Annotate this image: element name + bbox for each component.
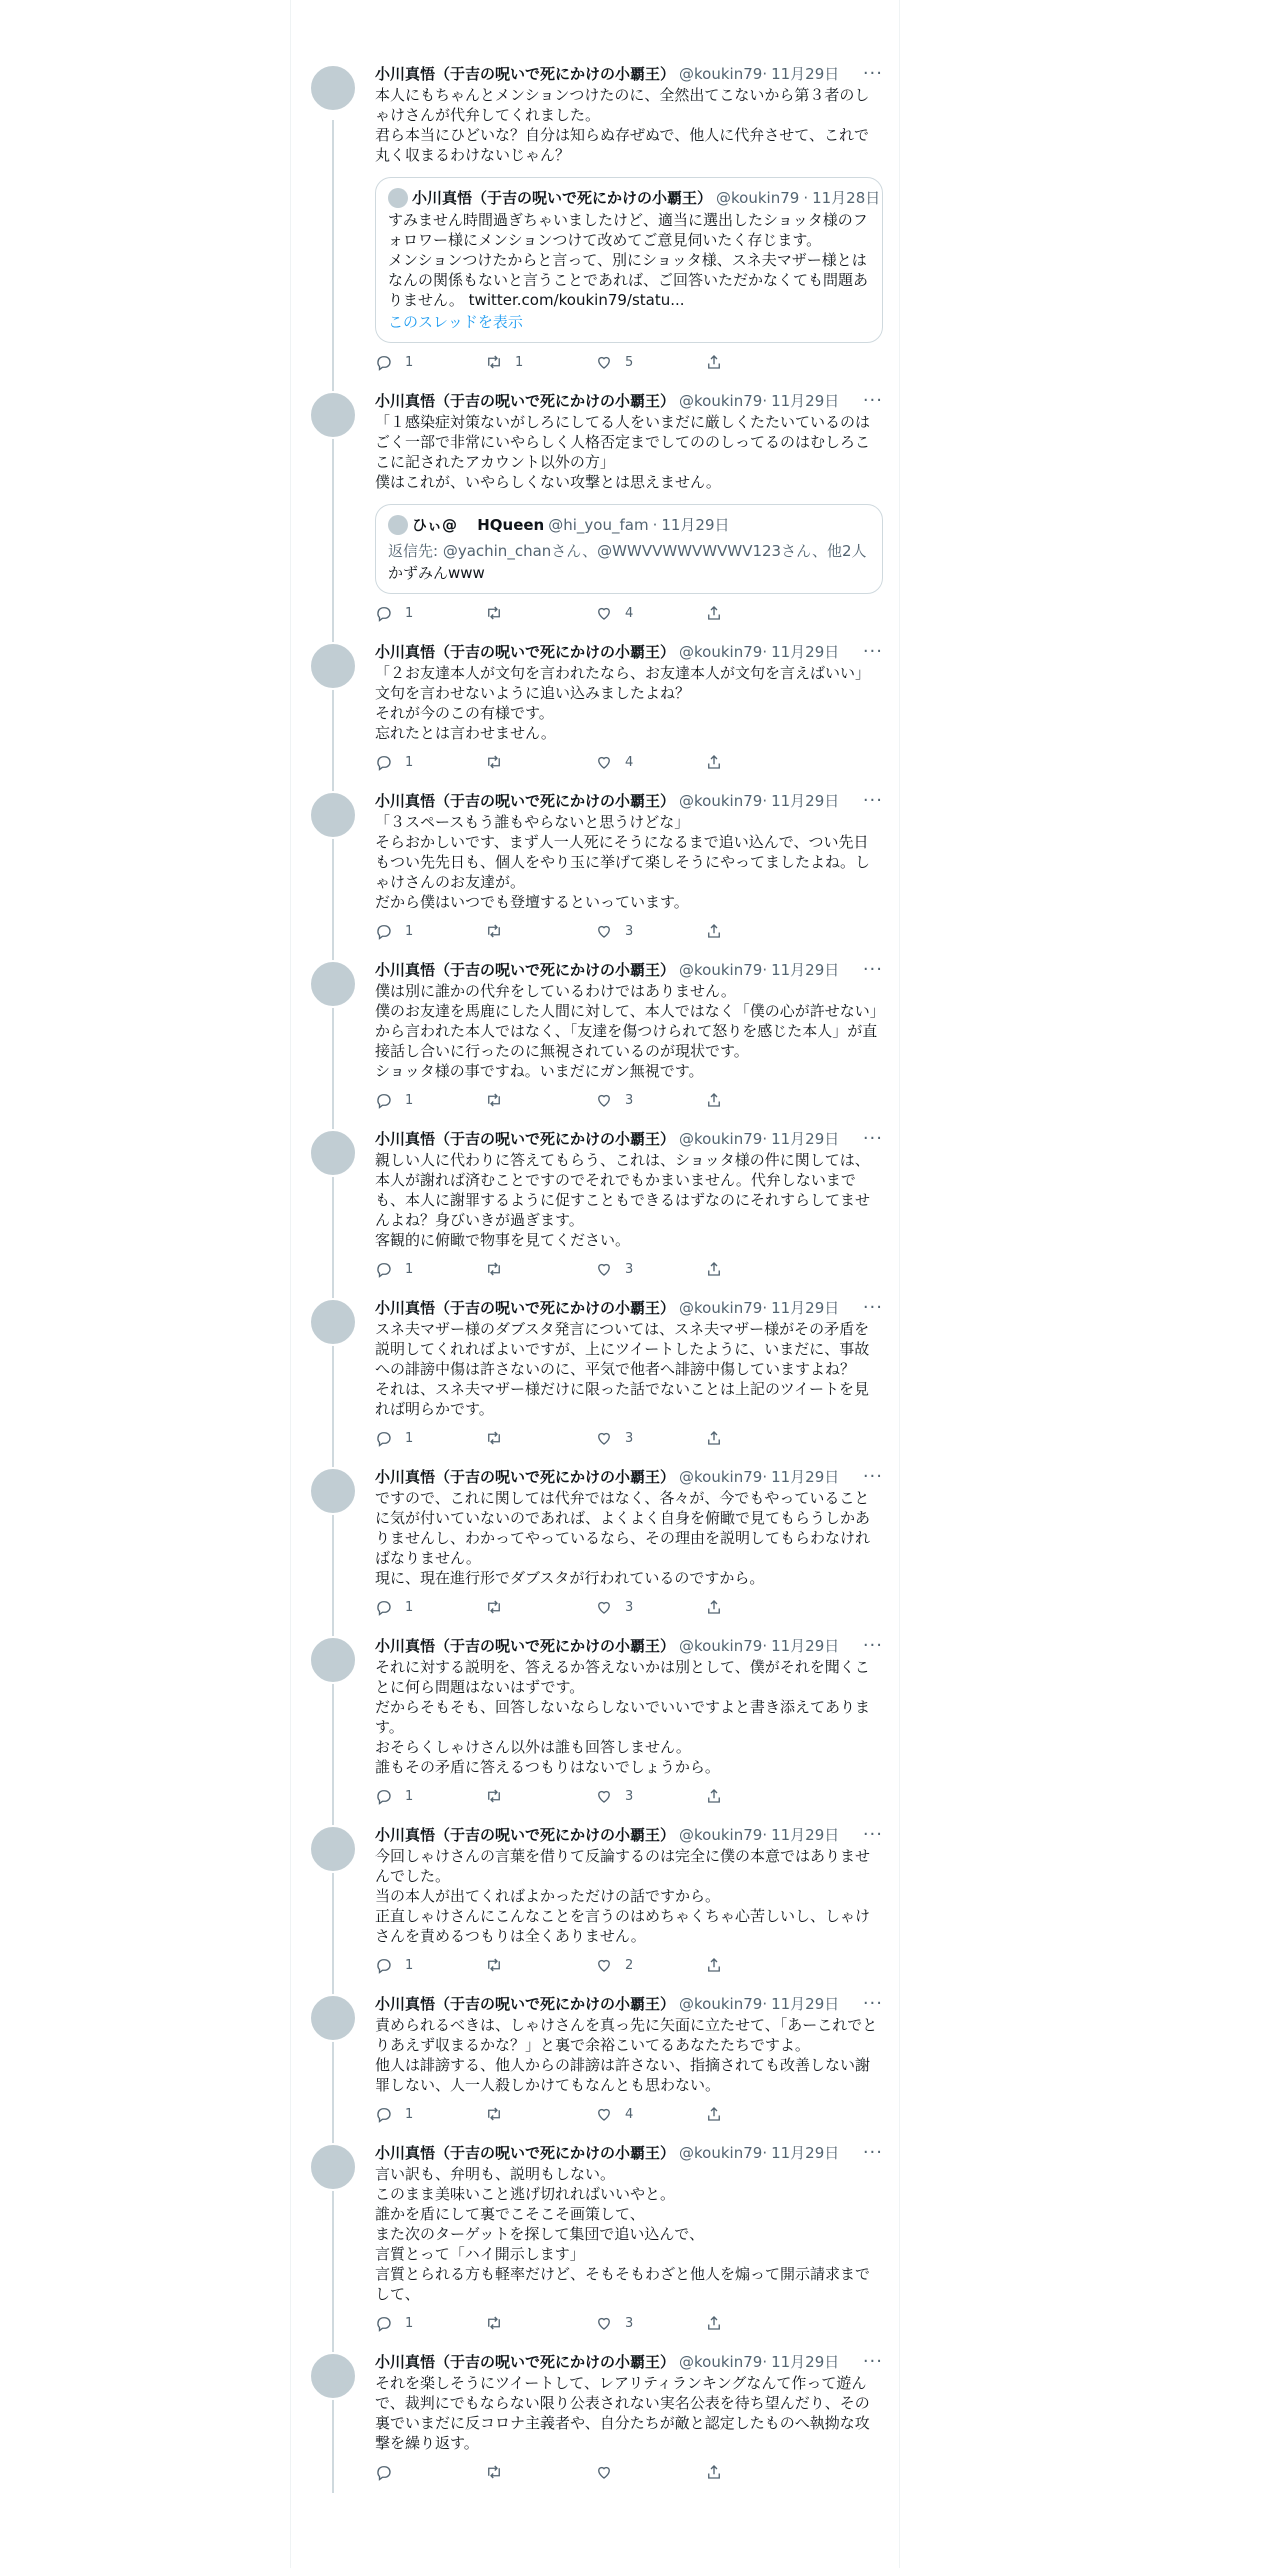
share-button[interactable] [705,1091,805,1109]
share-icon [705,353,723,371]
retweet-button[interactable] [485,353,585,371]
avatar[interactable] [309,2143,357,2191]
share-button[interactable] [705,2463,805,2481]
retweet-icon [485,604,503,622]
dot-separator: · [803,189,809,207]
heart-icon [595,1260,613,1278]
reply-icon [375,1598,393,1616]
reply-icon [375,1091,393,1109]
tweet-header [375,1636,883,1656]
author-name[interactable]: 小川真悟（于吉の呪いで死にかけの小覇王） [375,1130,676,1148]
quoted-avatar [388,515,408,535]
author-handle[interactable]: @koukin79 [679,1130,763,1148]
author-handle[interactable]: @koukin79 [679,1637,763,1655]
share-button[interactable] [705,753,805,771]
retweet-button[interactable] [485,1598,585,1616]
heart-icon [595,1598,613,1616]
reply-icon [375,2463,393,2481]
tweet-header [375,1129,883,1149]
tweet-text: 親しい人に代わりに答えてもらう、これは、ショッタ様の件に関しては、本人が謝れば済むことですのでそれでもかまいません。代弁しないまでも、本人に謝罪するように促すこともできるはずなのにそれすらしてませんよね？身びいきが過ぎます。 客観的に俯瞰で物事を見てください。 [375,1151,871,1249]
retweet-icon [485,1091,503,1109]
like-count: 3 [625,1599,634,1615]
avatar[interactable] [309,1298,357,1346]
reply-icon [375,922,393,940]
author-handle[interactable]: @koukin79 [679,643,763,661]
share-button[interactable] [705,353,805,371]
reply-button[interactable] [375,1260,475,1278]
like-button[interactable] [595,604,695,622]
heart-icon [595,922,613,940]
retweet-icon [485,1429,503,1447]
heart-icon [595,1091,613,1109]
like-count: 3 [625,1788,634,1804]
tweet[interactable] [291,1986,899,2135]
reply-icon [375,1429,393,1447]
dot-separator: · [762,1130,768,1148]
reply-count: 1 [405,2315,414,2331]
timestamp[interactable]: 11月29日 [771,2353,840,2371]
tweet-header [375,960,883,980]
like-button[interactable] [595,1598,695,1616]
author-name[interactable]: 小川真悟（于吉の呪いで死にかけの小覇王） [375,1637,676,1655]
dot-separator: · [762,1637,768,1655]
more-icon[interactable]: ··· [862,1824,883,1845]
more-icon[interactable]: ··· [862,2351,883,2372]
share-icon [705,1956,723,1974]
retweet-button[interactable] [485,922,585,940]
reply-count: 1 [405,354,414,370]
dot-separator: · [762,2353,768,2371]
reply-icon [375,2314,393,2332]
like-button[interactable] [595,2105,695,2123]
dot-separator: · [762,2144,768,2162]
share-button[interactable] [705,922,805,940]
tweet-text: 僕は別に誰かの代弁をしているわけではありません。 僕のお友達を馬鹿にした人間に対して、本人ではなく「僕の心が許せない」から言われた本人ではなく、「友達を傷つけられて怒りを感じた本人」が直接話し合いに行ったのに無視されているのが現状です。 ショッタ様の事ですね。いまだにガン無視です。 [375,982,878,1080]
heart-icon [595,1429,613,1447]
heart-icon [595,1956,613,1974]
more-icon[interactable]: ··· [862,2142,883,2163]
action-bar [375,2314,805,2332]
quoted-reply-to: 返信先: @yachin_chanさん、@WWVVWWVWVWV123さん、他2人 [388,542,867,560]
share-icon [705,1787,723,1805]
tweet[interactable] [291,1817,899,1986]
author-handle[interactable]: @koukin79 [679,2144,763,2162]
avatar[interactable] [309,1636,357,1684]
reply-button[interactable] [375,1598,475,1616]
tweet-header [375,64,883,84]
share-icon [705,2105,723,2123]
dot-separator: · [762,1468,768,1486]
author-name[interactable]: 小川真悟（于吉の呪いで死にかけの小覇王） [375,65,676,83]
quoted-tweet[interactable] [375,504,883,594]
more-icon[interactable]: ··· [862,1128,883,1149]
author-handle[interactable]: @koukin79 [679,1299,763,1317]
avatar[interactable] [309,960,357,1008]
tweet-header [375,2352,883,2372]
action-bar [375,604,805,622]
author-handle[interactable]: @koukin79 [679,1826,763,1844]
quoted-text: すみません時間過ぎちゃいましたけど、適当に選出したショッタ様のフォロワー様にメンションつけて改めてご意見伺いたく存じます。 メンションつけたからと言って、別にショッタ様、スネ夫マザー様とはなんの関係もないと言うことであれば、ご回答いただかなくても問題ありません。 twitter.com/koukin79/statu... [388,211,869,309]
retweet-count: 1 [515,354,524,370]
like-button[interactable] [595,1260,695,1278]
like-count: 3 [625,923,634,939]
author-handle[interactable]: @koukin79 [679,792,763,810]
timestamp[interactable]: 11月29日 [771,792,840,810]
action-bar [375,353,805,371]
tweet-header [375,1825,883,1845]
reply-count: 1 [405,1788,414,1804]
like-count: 5 [625,354,634,370]
quoted-author-name: ひぃ@ HQueen [412,516,545,534]
like-button[interactable] [595,1956,695,1974]
reply-count: 1 [405,1430,414,1446]
like-count: 4 [625,605,634,621]
author-name[interactable]: 小川真悟（于吉の呪いで死にかけの小覇王） [375,1468,676,1486]
tweet-header [375,1994,883,2014]
quoted-author-name: 小川真悟（于吉の呪いで死にかけの小覇王） [412,189,713,207]
like-count: 3 [625,1261,634,1277]
dot-separator: · [762,1299,768,1317]
avatar[interactable] [309,1825,357,1873]
tweet-text: 「２お友達本人が文句を言われたなら、お友達本人が文句を言えばいい」 文句を言わせないように追い込みましたよね？ それが今のこの有様です。 忘れたとは言わせません。 [375,664,871,742]
like-button[interactable] [595,2463,695,2481]
retweet-button[interactable] [485,2105,585,2123]
reply-button[interactable] [375,2105,475,2123]
share-button[interactable] [705,1598,805,1616]
reply-button[interactable] [375,604,475,622]
like-button[interactable] [595,753,695,771]
retweet-button[interactable] [485,753,585,771]
retweet-button[interactable] [485,2463,585,2481]
tweet[interactable] [291,1628,899,1817]
author-handle[interactable]: @koukin79 [679,2353,763,2371]
action-bar [375,753,805,771]
share-icon [705,753,723,771]
tweet-header [375,1467,883,1487]
quoted-text: かずみんwww [388,564,485,582]
action-bar [375,1598,805,1616]
share-icon [705,1598,723,1616]
retweet-button[interactable] [485,1429,585,1447]
tweet[interactable] [291,783,899,952]
show-thread-link[interactable]: このスレッドを表示 [388,313,523,331]
timestamp[interactable]: 11月29日 [771,643,840,661]
action-bar [375,1429,805,1447]
like-count: 2 [625,1957,634,1973]
dot-separator: · [762,392,768,410]
tweet-text: スネ夫マザー様のダブスタ発言については、スネ夫マザー様がその矛盾を説明してくれればよいですが、上にツイートしたように、いまだに、事故への誹謗中傷は許さないのに、平気で他者へ誹謗中傷していますよね？ それは、スネ夫マザー様だけに限った話でないことは上記のツイートを見れば明らかです。 [375,1320,870,1418]
dot-separator: · [652,516,658,534]
tweet[interactable] [291,56,899,383]
heart-icon [595,2463,613,2481]
tweet[interactable] [291,1459,899,1628]
share-button[interactable] [705,2105,805,2123]
reply-icon [375,1956,393,1974]
reply-count: 1 [405,923,414,939]
author-name[interactable]: 小川真悟（于吉の呪いで死にかけの小覇王） [375,2144,676,2162]
more-icon[interactable]: ··· [862,63,883,84]
tweet[interactable] [291,2344,899,2493]
retweet-icon [485,353,503,371]
reply-count: 1 [405,2106,414,2122]
more-icon[interactable]: ··· [862,959,883,980]
share-button[interactable] [705,1429,805,1447]
reply-icon [375,1787,393,1805]
timestamp[interactable]: 11月29日 [771,392,840,410]
action-bar [375,2105,805,2123]
share-icon [705,604,723,622]
avatar[interactable] [309,1467,357,1515]
share-icon [705,1429,723,1447]
reply-count: 1 [405,754,414,770]
action-bar [375,1091,805,1109]
share-icon [705,1260,723,1278]
author-handle[interactable]: @koukin79 [679,392,763,410]
author-handle[interactable]: @koukin79 [679,1995,763,2013]
avatar[interactable] [309,791,357,839]
share-icon [705,2314,723,2332]
reply-icon [375,353,393,371]
like-count: 3 [625,1092,634,1108]
quoted-header [388,188,881,208]
retweet-button[interactable] [485,1956,585,1974]
reply-button[interactable] [375,2463,475,2481]
like-button[interactable] [595,1429,695,1447]
like-count: 4 [625,754,634,770]
author-handle[interactable]: @koukin79 [679,1468,763,1486]
tweet[interactable] [291,634,899,783]
heart-icon [595,604,613,622]
like-button[interactable] [595,1787,695,1805]
tweet[interactable] [291,1290,899,1459]
more-icon[interactable]: ··· [862,1297,883,1318]
quoted-header [388,515,870,535]
avatar[interactable] [309,2352,357,2400]
reply-button[interactable] [375,1787,475,1805]
more-icon[interactable]: ··· [862,1466,883,1487]
retweet-icon [485,2105,503,2123]
quoted-tweet[interactable] [375,177,883,343]
tweet-text: 「１感染症対策ないがしろにしてる人をいまだに厳しくたたいているのはごく一部で非常にいやらしく人格否定までしてののしってるのはむしろここに記されたアカウント以外の方」 僕はこれが、いやらしくない攻撃とは思えません。 [375,413,871,491]
dot-separator: · [762,65,768,83]
retweet-icon [485,2314,503,2332]
author-name[interactable]: 小川真悟（于吉の呪いで死にかけの小覇王） [375,1826,676,1844]
timestamp[interactable]: 11月29日 [771,65,840,83]
retweet-icon [485,1598,503,1616]
heart-icon [595,753,613,771]
timestamp[interactable]: 11月29日 [771,1130,840,1148]
tweet-text: 本人にもちゃんとメンションつけたのに、全然出てこないから第３者のしゃけさんが代弁してくれました。 君ら本当にひどいな？自分は知らぬ存ぜぬで、他人に代弁させて、これで丸く収まるわけないじゃん？ [375,86,870,164]
avatar[interactable] [309,391,357,439]
author-name[interactable]: 小川真悟（于吉の呪いで死にかけの小覇王） [375,792,676,810]
action-bar [375,1260,805,1278]
heart-icon [595,2314,613,2332]
tweet-text: 今回しゃけさんの言葉を借りて反論するのは完全に僕の本意ではありませんでした。 当の本人が出てくればよかっただけの話ですから。 正直しゃけさんにこんなことを言うのはめちゃくちゃ心苦しいし、しゃけさんを責めるつもりは全くありません。 [375,1847,871,1945]
like-button[interactable] [595,922,695,940]
timestamp[interactable]: 11月29日 [771,1468,840,1486]
share-button[interactable] [705,2314,805,2332]
author-name[interactable]: 小川真悟（于吉の呪いで死にかけの小覇王） [375,1299,676,1317]
more-icon[interactable]: ··· [862,390,883,411]
heart-icon [595,2105,613,2123]
action-bar [375,922,805,940]
action-bar [375,2463,805,2481]
retweet-icon [485,2463,503,2481]
dot-separator: · [762,1995,768,2013]
tweet[interactable] [291,2135,899,2344]
reply-count: 1 [405,1599,414,1615]
avatar[interactable] [309,1129,357,1177]
reply-count: 1 [405,1092,414,1108]
avatar[interactable] [309,1994,357,2042]
retweet-button[interactable] [485,1787,585,1805]
timestamp[interactable]: 11月29日 [771,1637,840,1655]
reply-button[interactable] [375,753,475,771]
reply-count: 1 [405,605,414,621]
retweet-icon [485,1260,503,1278]
avatar[interactable] [309,64,357,112]
avatar[interactable] [309,642,357,690]
like-count: 4 [625,2106,634,2122]
reply-icon [375,2105,393,2123]
action-bar [375,1787,805,1805]
reply-button[interactable] [375,2314,475,2332]
dot-separator: · [762,1826,768,1844]
more-icon[interactable]: ··· [862,641,883,662]
more-icon[interactable]: ··· [862,790,883,811]
author-name[interactable]: 小川真悟（于吉の呪いで死にかけの小覇王） [375,1995,676,2013]
share-icon [705,1091,723,1109]
retweet-icon [485,753,503,771]
author-name[interactable]: 小川真悟（于吉の呪いで死にかけの小覇王） [375,392,676,410]
reply-icon [375,604,393,622]
tweet-text: 言い訳も、弁明も、説明もしない。 このまま美味いこと逃げ切れればいいやと。 誰かを盾にして裏でこそこそ画策して、 また次のターゲットを探して集団で追い込んで、 言質とって「ハイ開示します」 言質とられる方も軽率だけど、そもそもわざと他人を煽って開示請求までして、 [375,2165,871,2303]
share-button[interactable] [705,604,805,622]
retweet-button[interactable] [485,2314,585,2332]
share-button[interactable] [705,1260,805,1278]
reply-count: 1 [405,1261,414,1277]
reply-icon [375,1260,393,1278]
quoted-author-handle: @hi_you_fam [548,516,649,534]
heart-icon [595,1787,613,1805]
author-name[interactable]: 小川真悟（于吉の呪いで死にかけの小覇王） [375,2353,676,2371]
reply-count: 1 [405,1957,414,1973]
tweet-text: 責められるべきは、しゃけさんを真っ先に矢面に立たせて、「あーこれでとりあえず収まるかな？」と裏で余裕こいてるあなたたちですよ。 他人は誹謗する、他人からの誹謗は許さない、指摘されても改善しない謝罪しない、人一人殺しかけてもなんとも思わない。 [375,2016,878,2094]
timestamp[interactable]: 11月29日 [771,1299,840,1317]
retweet-icon [485,1956,503,1974]
like-button[interactable] [595,353,695,371]
retweet-icon [485,1787,503,1805]
tweet-header [375,391,883,411]
dot-separator: · [762,643,768,661]
tweet-text: 「３スペースもう誰もやらないと思うけどな」 そらおかしいです、まず人一人死にそうになるまで追い込んで、つい先日もつい先先日も、個人をやり玉に挙げて楽しそうにやってましたよね。しゃけさんのお友達が。 だから僕はいつでも登壇するといっています。 [375,813,871,911]
tweet[interactable] [291,952,899,1121]
share-button[interactable] [705,1956,805,1974]
reply-button[interactable] [375,1091,475,1109]
heart-icon [595,353,613,371]
retweet-button[interactable] [485,1260,585,1278]
tweet-header [375,642,883,662]
tweet-text: ですので、これに関しては代弁ではなく、各々が、今でもやっていることに気が付いていないのであれば、よくよく自身を俯瞰で見てもらうしかありませんし、わかってやっているなら、その理由を説明してもらわなければなりません。 現に、現在進行形でダブスタが行われているのですから。 [375,1489,871,1587]
dot-separator: · [762,792,768,810]
timestamp[interactable]: 11月29日 [771,1826,840,1844]
thread-line [332,120,334,383]
timeline-column [290,0,900,2568]
reply-button[interactable] [375,922,475,940]
retweet-button[interactable] [485,604,585,622]
like-button[interactable] [595,2314,695,2332]
tweet-header [375,1298,883,1318]
quoted-author-handle: @koukin79 [716,189,800,207]
share-button[interactable] [705,1787,805,1805]
tweet-text: それに対する説明を、答えるか答えないかは別として、僕がそれを聞くことに何ら問題はないはずです。 だからそもそも、回答しないならしないでいいですよと書き添えてあります。 おそらくしゃけさん以外は誰も回答しません。 誰もその矛盾に答えるつもりはないでしょうから。 [375,1658,871,1776]
more-icon[interactable]: ··· [862,1635,883,1656]
author-handle[interactable]: @koukin79 [679,65,763,83]
timestamp[interactable]: 11月29日 [771,1995,840,2013]
tweet[interactable] [291,383,899,634]
share-icon [705,2463,723,2481]
action-bar [375,1956,805,1974]
dot-separator: · [762,961,768,979]
retweet-icon [485,922,503,940]
quoted-timestamp: 11月28日 [812,189,881,207]
tweet-text: それを楽しそうにツイートして、レアリティランキングなんて作って遊んで、裁判にでもならない限り公表されない実名公表を待ち望んだり、その裏でいまだに反コロナ主義者や、自分たちが敵と認定したものへ執拗な攻撃を繰り返す。 [375,2374,870,2452]
author-handle[interactable]: @koukin79 [679,961,763,979]
like-count: 3 [625,1430,634,1446]
timestamp[interactable]: 11月29日 [771,961,840,979]
quoted-timestamp: 11月29日 [661,516,730,534]
author-name[interactable]: 小川真悟（于吉の呪いで死にかけの小覇王） [375,961,676,979]
author-name[interactable]: 小川真悟（于吉の呪いで死にかけの小覇王） [375,643,676,661]
reply-button[interactable] [375,1429,475,1447]
tweet-header [375,791,883,811]
reply-button[interactable] [375,1956,475,1974]
retweet-button[interactable] [485,1091,585,1109]
reply-button[interactable] [375,353,475,371]
timestamp[interactable]: 11月29日 [771,2144,840,2162]
tweet-header [375,2143,883,2163]
like-count: 3 [625,2315,634,2331]
thread [291,0,899,2493]
like-button[interactable] [595,1091,695,1109]
reply-icon [375,753,393,771]
share-icon [705,922,723,940]
more-icon[interactable]: ··· [862,1993,883,2014]
tweet[interactable] [291,1121,899,1290]
quoted-avatar [388,188,408,208]
